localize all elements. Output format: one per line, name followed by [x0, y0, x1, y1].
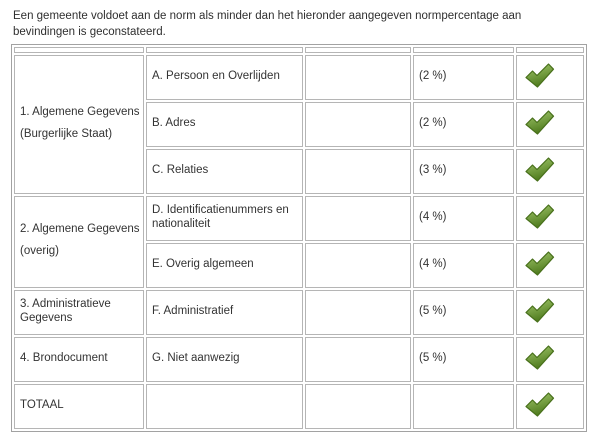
- group-label-line1: 1. Algemene Gegevens: [20, 105, 140, 118]
- spacer-cell: [413, 47, 514, 53]
- check-icon: [522, 298, 580, 324]
- check-icon: [522, 63, 580, 89]
- norm-percentage-cell: (2 %): [413, 102, 514, 147]
- group-label-line2: (overig): [20, 245, 59, 257]
- norm-percentage-cell: (5 %): [413, 290, 514, 335]
- header-spacer-row: [14, 47, 584, 53]
- category-cell: D. Identificatienummers en nationaliteit: [146, 196, 303, 241]
- category-cell: A. Persoon en Overlijden: [146, 55, 303, 100]
- status-cell: [516, 384, 584, 429]
- norm-percentage-table: [11, 44, 587, 432]
- check-icon: [522, 204, 580, 230]
- table-row: [14, 290, 584, 335]
- empty-cell: [305, 337, 411, 382]
- empty-cell: [305, 149, 411, 194]
- spacer-cell: [146, 47, 303, 53]
- check-icon: [522, 392, 580, 418]
- check-icon: [522, 345, 580, 371]
- norm-percentage-cell: (4 %): [413, 196, 514, 241]
- status-cell: [516, 149, 584, 194]
- totaal-label: TOTAAL: [20, 398, 64, 411]
- group-label: 4. Brondocument: [20, 351, 108, 364]
- group-label: 3. Administratieve Gegevens: [20, 297, 111, 324]
- table-row: [14, 196, 584, 241]
- group-cell-administratieve-gegevens: [14, 290, 144, 335]
- group-cell-algemene-gegevens-overig: [14, 196, 144, 288]
- category-cell: B. Adres: [146, 102, 303, 147]
- intro-line-2: bevindingen is geconstateerd.: [13, 26, 166, 38]
- empty-cell: [305, 196, 411, 241]
- status-cell: [516, 55, 584, 100]
- table-row: [14, 337, 584, 382]
- check-icon: [522, 110, 580, 136]
- category-cell: C. Relaties: [146, 149, 303, 194]
- empty-cell: [305, 243, 411, 288]
- category-cell: [146, 384, 303, 429]
- empty-cell: [305, 290, 411, 335]
- check-icon: [522, 157, 580, 183]
- check-icon: [522, 251, 580, 277]
- empty-cell: [305, 384, 411, 429]
- category-cell: F. Administratief: [146, 290, 303, 335]
- norm-percentage-cell: [413, 384, 514, 429]
- norm-percentage-cell: (3 %): [413, 149, 514, 194]
- group-cell-brondocument: [14, 337, 144, 382]
- spacer-cell: [305, 47, 411, 53]
- group-cell-totaal: [14, 384, 144, 429]
- category-cell: E. Overig algemeen: [146, 243, 303, 288]
- group-label-line1: 2. Algemene Gegevens: [20, 223, 140, 235]
- category-cell: G. Niet aanwezig: [146, 337, 303, 382]
- intro-text: [13, 8, 604, 40]
- empty-cell: [305, 55, 411, 100]
- table-row: [14, 55, 584, 100]
- status-cell: [516, 243, 584, 288]
- status-cell: [516, 196, 584, 241]
- norm-percentage-cell: (2 %): [413, 55, 514, 100]
- status-cell: [516, 337, 584, 382]
- status-cell: [516, 102, 584, 147]
- norm-percentage-cell: (4 %): [413, 243, 514, 288]
- status-cell: [516, 290, 584, 335]
- intro-line-1: Een gemeente voldoet aan de norm als minder dan het hieronder aangegeven normpercentage aan: [13, 10, 522, 22]
- empty-cell: [305, 102, 411, 147]
- group-cell-algemene-gegevens-burgerlijke-staat: [14, 55, 144, 194]
- spacer-cell: [14, 47, 144, 53]
- spacer-cell: [516, 47, 584, 53]
- table-row-totaal: [14, 384, 584, 429]
- group-label-line2: (Burgerlijke Staat): [20, 127, 113, 140]
- norm-percentage-cell: (5 %): [413, 337, 514, 382]
